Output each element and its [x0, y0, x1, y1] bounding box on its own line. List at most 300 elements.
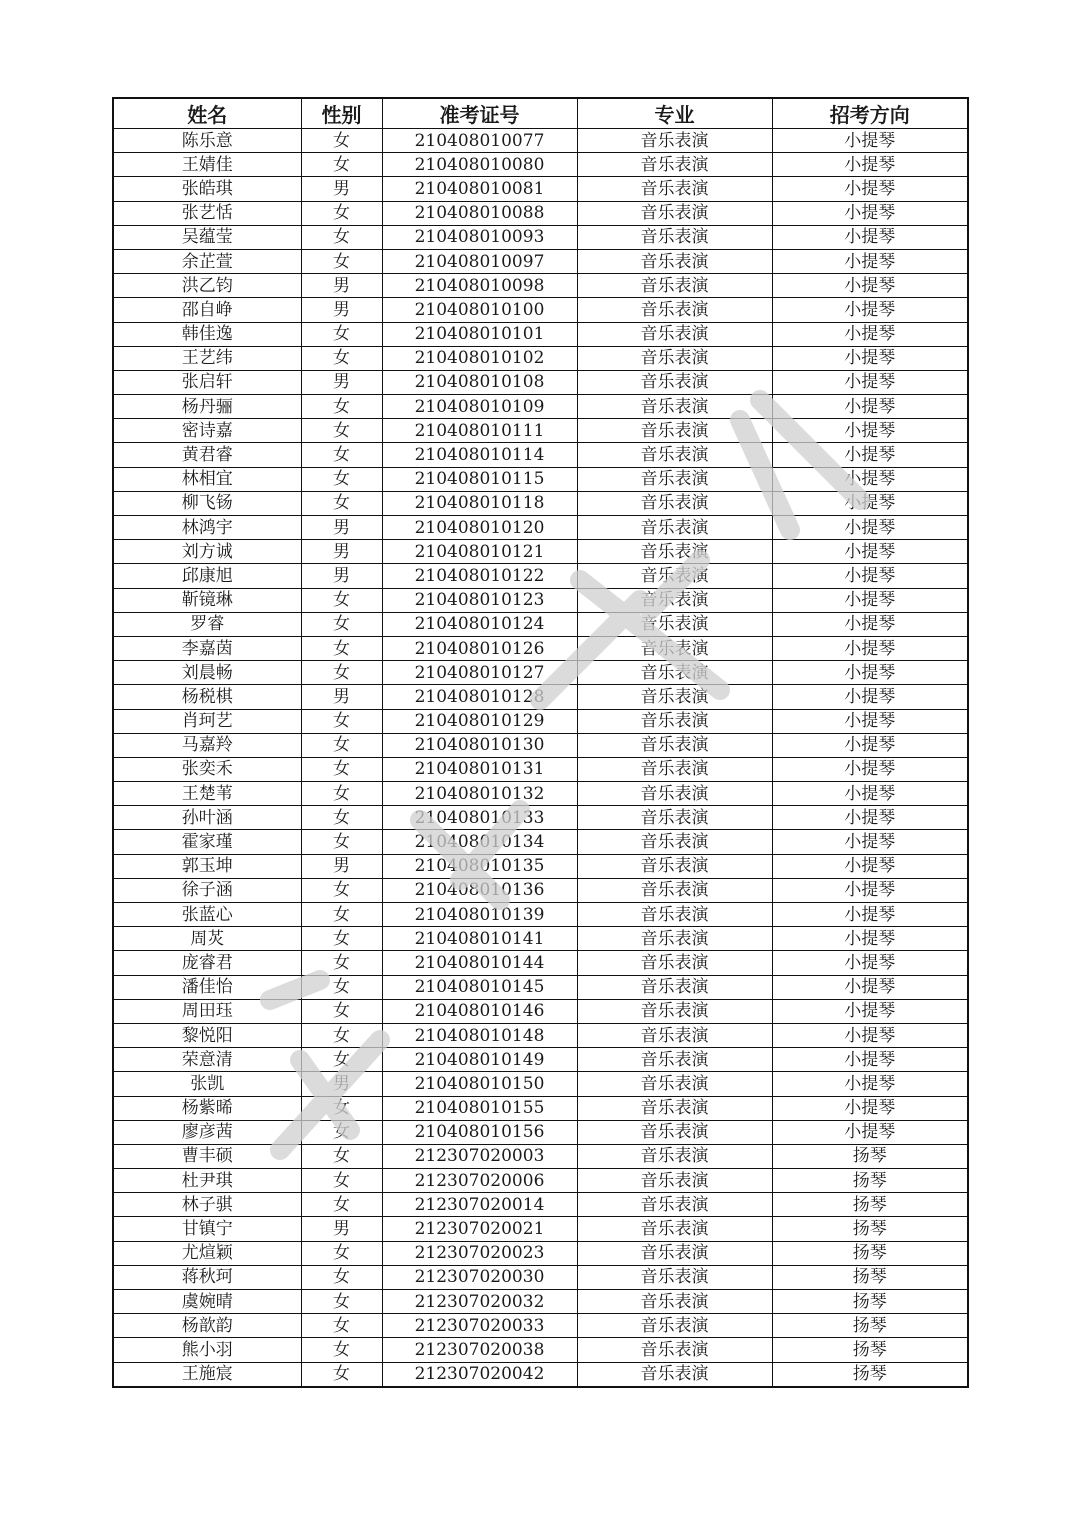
cell-name: 王楚苇: [113, 782, 301, 806]
cell-direction: 小提琴: [772, 298, 968, 322]
cell-exam-id: 210408010131: [382, 757, 577, 781]
cell-major: 音乐表演: [577, 878, 772, 902]
table-row: [113, 612, 968, 636]
table-row: [113, 1048, 968, 1072]
cell-gender: 女: [301, 1241, 382, 1265]
cell-exam-id: 212307020003: [382, 1144, 577, 1168]
cell-name: 张奕禾: [113, 757, 301, 781]
cell-exam-id: 210408010129: [382, 709, 577, 733]
cell-major: 音乐表演: [577, 491, 772, 515]
cell-name: 陈乐意: [113, 129, 301, 153]
cell-name: 张凯: [113, 1072, 301, 1096]
cell-name: 黎悦阳: [113, 1023, 301, 1047]
cell-direction: 小提琴: [772, 830, 968, 854]
table-row: [113, 636, 968, 660]
cell-exam-id: 210408010139: [382, 903, 577, 927]
cell-gender: 女: [301, 1096, 382, 1120]
cell-gender: 女: [301, 806, 382, 830]
cell-gender: 女: [301, 588, 382, 612]
table-row: [113, 1023, 968, 1047]
cell-major: 音乐表演: [577, 709, 772, 733]
cell-major: 音乐表演: [577, 1120, 772, 1144]
table-row: [113, 588, 968, 612]
cell-exam-id: 210408010121: [382, 540, 577, 564]
table-row: [113, 153, 968, 177]
cell-exam-id: 210408010080: [382, 153, 577, 177]
cell-major: 音乐表演: [577, 540, 772, 564]
cell-direction: 小提琴: [772, 854, 968, 878]
cell-name: 林子骐: [113, 1193, 301, 1217]
header-row: [113, 98, 968, 129]
cell-major: 音乐表演: [577, 1023, 772, 1047]
table-row: [113, 201, 968, 225]
table-header: [113, 98, 968, 129]
cell-name: 甘镇宁: [113, 1217, 301, 1241]
cell-major: 音乐表演: [577, 201, 772, 225]
cell-direction: 小提琴: [772, 733, 968, 757]
cell-major: 音乐表演: [577, 903, 772, 927]
table-row: [113, 1265, 968, 1289]
cell-major: 音乐表演: [577, 1193, 772, 1217]
cell-direction: 小提琴: [772, 491, 968, 515]
cell-major: 音乐表演: [577, 177, 772, 201]
table-row: [113, 443, 968, 467]
cell-exam-id: 210408010148: [382, 1023, 577, 1047]
cell-name: 潘佳怡: [113, 975, 301, 999]
cell-direction: 扬琴: [772, 1338, 968, 1362]
cell-gender: 女: [301, 1290, 382, 1314]
cell-exam-id: 210408010102: [382, 346, 577, 370]
table-row: [113, 395, 968, 419]
cell-exam-id: 212307020038: [382, 1338, 577, 1362]
cell-major: 音乐表演: [577, 225, 772, 249]
cell-exam-id: 212307020033: [382, 1314, 577, 1338]
cell-name: 张启轩: [113, 370, 301, 394]
cell-exam-id: 212307020032: [382, 1290, 577, 1314]
cell-major: 音乐表演: [577, 129, 772, 153]
cell-exam-id: 210408010150: [382, 1072, 577, 1096]
cell-exam-id: 210408010124: [382, 612, 577, 636]
cell-major: 音乐表演: [577, 733, 772, 757]
cell-gender: 女: [301, 1362, 382, 1387]
cell-exam-id: 210408010081: [382, 177, 577, 201]
cell-exam-id: 210408010141: [382, 927, 577, 951]
table-row: [113, 467, 968, 491]
table-row: [113, 685, 968, 709]
cell-major: 音乐表演: [577, 1072, 772, 1096]
cell-direction: 小提琴: [772, 177, 968, 201]
cell-major: 音乐表演: [577, 1314, 772, 1338]
table-row: [113, 564, 968, 588]
cell-direction: 小提琴: [772, 588, 968, 612]
cell-gender: 男: [301, 1217, 382, 1241]
cell-gender: 女: [301, 129, 382, 153]
cell-direction: 小提琴: [772, 540, 968, 564]
cell-gender: 女: [301, 201, 382, 225]
cell-major: 音乐表演: [577, 564, 772, 588]
cell-exam-id: 210408010097: [382, 249, 577, 273]
cell-exam-id: 210408010108: [382, 370, 577, 394]
cell-exam-id: 210408010134: [382, 830, 577, 854]
cell-name: 熊小羽: [113, 1338, 301, 1362]
table-row: [113, 516, 968, 540]
table-row: [113, 854, 968, 878]
cell-name: 杨紫晞: [113, 1096, 301, 1120]
cell-direction: 扬琴: [772, 1217, 968, 1241]
table-row: [113, 975, 968, 999]
cell-gender: 女: [301, 661, 382, 685]
cell-direction: 扬琴: [772, 1290, 968, 1314]
table-row: [113, 491, 968, 515]
cell-name: 王施宸: [113, 1362, 301, 1387]
cell-gender: 女: [301, 419, 382, 443]
table-row: [113, 927, 968, 951]
cell-major: 音乐表演: [577, 419, 772, 443]
cell-gender: 女: [301, 903, 382, 927]
cell-gender: 男: [301, 516, 382, 540]
cell-name: 林相宜: [113, 467, 301, 491]
table-row: [113, 903, 968, 927]
cell-name: 邱康旭: [113, 564, 301, 588]
cell-name: 荣意清: [113, 1048, 301, 1072]
table-row: [113, 661, 968, 685]
cell-name: 虞婉晴: [113, 1290, 301, 1314]
cell-gender: 女: [301, 1338, 382, 1362]
cell-direction: 小提琴: [772, 395, 968, 419]
cell-major: 音乐表演: [577, 516, 772, 540]
cell-major: 音乐表演: [577, 1169, 772, 1193]
cell-gender: 女: [301, 1144, 382, 1168]
cell-major: 音乐表演: [577, 588, 772, 612]
cell-major: 音乐表演: [577, 1096, 772, 1120]
cell-direction: 扬琴: [772, 1362, 968, 1387]
cell-gender: 女: [301, 1048, 382, 1072]
cell-major: 音乐表演: [577, 443, 772, 467]
cell-gender: 女: [301, 395, 382, 419]
cell-direction: 小提琴: [772, 709, 968, 733]
cell-direction: 小提琴: [772, 1023, 968, 1047]
cell-direction: 小提琴: [772, 419, 968, 443]
table-row: [113, 1338, 968, 1362]
cell-direction: 小提琴: [772, 1096, 968, 1120]
table-row: [113, 1362, 968, 1387]
cell-name: 杜尹琪: [113, 1169, 301, 1193]
cell-name: 曹丰硕: [113, 1144, 301, 1168]
cell-name: 柳飞钖: [113, 491, 301, 515]
cell-major: 音乐表演: [577, 927, 772, 951]
cell-name: 张蓝心: [113, 903, 301, 927]
cell-exam-id: 212307020030: [382, 1265, 577, 1289]
cell-gender: 女: [301, 322, 382, 346]
cell-gender: 男: [301, 370, 382, 394]
cell-exam-id: 210408010123: [382, 588, 577, 612]
cell-gender: 女: [301, 346, 382, 370]
cell-gender: 女: [301, 733, 382, 757]
cell-major: 音乐表演: [577, 1217, 772, 1241]
cell-direction: 小提琴: [772, 322, 968, 346]
cell-gender: 男: [301, 177, 382, 201]
cell-exam-id: 212307020021: [382, 1217, 577, 1241]
header-exam-id: 准考证号: [382, 98, 577, 129]
cell-name: 邵自峥: [113, 298, 301, 322]
table-row: [113, 951, 968, 975]
table-row: [113, 274, 968, 298]
cell-major: 音乐表演: [577, 467, 772, 491]
cell-gender: 女: [301, 491, 382, 515]
table-row: [113, 878, 968, 902]
cell-exam-id: 212307020023: [382, 1241, 577, 1265]
table-row: [113, 1217, 968, 1241]
cell-name: 杨歆韵: [113, 1314, 301, 1338]
cell-gender: 女: [301, 1314, 382, 1338]
cell-major: 音乐表演: [577, 249, 772, 273]
cell-exam-id: 210408010101: [382, 322, 577, 346]
cell-gender: 女: [301, 1120, 382, 1144]
cell-name: 王婧佳: [113, 153, 301, 177]
cell-exam-id: 212307020006: [382, 1169, 577, 1193]
cell-gender: 女: [301, 999, 382, 1023]
cell-name: 罗睿: [113, 612, 301, 636]
cell-gender: 女: [301, 709, 382, 733]
cell-gender: 女: [301, 467, 382, 491]
cell-direction: 小提琴: [772, 249, 968, 273]
cell-direction: 扬琴: [772, 1265, 968, 1289]
cell-gender: 女: [301, 1169, 382, 1193]
cell-major: 音乐表演: [577, 370, 772, 394]
cell-major: 音乐表演: [577, 1241, 772, 1265]
table-row: [113, 419, 968, 443]
cell-major: 音乐表演: [577, 1290, 772, 1314]
cell-name: 刘晨畅: [113, 661, 301, 685]
table-row: [113, 322, 968, 346]
cell-exam-id: 210408010145: [382, 975, 577, 999]
table-row: [113, 1169, 968, 1193]
cell-direction: 小提琴: [772, 370, 968, 394]
cell-gender: 男: [301, 540, 382, 564]
cell-direction: 小提琴: [772, 1120, 968, 1144]
cell-gender: 女: [301, 636, 382, 660]
cell-name: 廖彦茜: [113, 1120, 301, 1144]
cell-major: 音乐表演: [577, 346, 772, 370]
cell-direction: 小提琴: [772, 1048, 968, 1072]
table-row: [113, 1290, 968, 1314]
cell-exam-id: 210408010098: [382, 274, 577, 298]
table-row: [113, 370, 968, 394]
cell-exam-id: 210408010115: [382, 467, 577, 491]
cell-direction: 小提琴: [772, 757, 968, 781]
admission-list-table: [112, 97, 969, 1388]
table-row: [113, 1314, 968, 1338]
cell-name: 黄君睿: [113, 443, 301, 467]
cell-exam-id: 210408010135: [382, 854, 577, 878]
cell-name: 刘方诚: [113, 540, 301, 564]
cell-direction: 小提琴: [772, 951, 968, 975]
cell-exam-id: 210408010100: [382, 298, 577, 322]
cell-gender: 女: [301, 782, 382, 806]
cell-gender: 女: [301, 927, 382, 951]
cell-exam-id: 210408010128: [382, 685, 577, 709]
cell-direction: 扬琴: [772, 1169, 968, 1193]
cell-name: 马嘉羚: [113, 733, 301, 757]
cell-gender: 女: [301, 225, 382, 249]
cell-direction: 小提琴: [772, 806, 968, 830]
table-row: [113, 733, 968, 757]
cell-direction: 扬琴: [772, 1314, 968, 1338]
cell-gender: 男: [301, 298, 382, 322]
cell-name: 周炗: [113, 927, 301, 951]
cell-direction: 小提琴: [772, 685, 968, 709]
cell-exam-id: 210408010132: [382, 782, 577, 806]
cell-gender: 女: [301, 249, 382, 273]
table-row: [113, 806, 968, 830]
table-row: [113, 757, 968, 781]
cell-gender: 女: [301, 443, 382, 467]
cell-name: 孙叶涵: [113, 806, 301, 830]
cell-major: 音乐表演: [577, 1265, 772, 1289]
table-row: [113, 177, 968, 201]
cell-name: 张皓琪: [113, 177, 301, 201]
cell-name: 洪乙钧: [113, 274, 301, 298]
cell-major: 音乐表演: [577, 975, 772, 999]
cell-name: 尤煊颖: [113, 1241, 301, 1265]
table-row: [113, 225, 968, 249]
cell-major: 音乐表演: [577, 661, 772, 685]
cell-name: 韩佳逸: [113, 322, 301, 346]
cell-name: 余芷萱: [113, 249, 301, 273]
cell-exam-id: 210408010136: [382, 878, 577, 902]
header-name: 姓名: [113, 98, 301, 129]
cell-exam-id: 210408010130: [382, 733, 577, 757]
cell-direction: 小提琴: [772, 225, 968, 249]
cell-name: 密诗嘉: [113, 419, 301, 443]
cell-direction: 小提琴: [772, 661, 968, 685]
table-row: [113, 1072, 968, 1096]
cell-direction: 扬琴: [772, 1241, 968, 1265]
cell-name: 徐子涵: [113, 878, 301, 902]
cell-direction: 小提琴: [772, 346, 968, 370]
cell-major: 音乐表演: [577, 1144, 772, 1168]
table-row: [113, 1144, 968, 1168]
cell-name: 王艺纬: [113, 346, 301, 370]
cell-direction: 小提琴: [772, 975, 968, 999]
cell-gender: 女: [301, 951, 382, 975]
cell-major: 音乐表演: [577, 806, 772, 830]
cell-direction: 小提琴: [772, 443, 968, 467]
cell-exam-id: 210408010133: [382, 806, 577, 830]
cell-exam-id: 210408010127: [382, 661, 577, 685]
table-row: [113, 999, 968, 1023]
cell-name: 林鸿宇: [113, 516, 301, 540]
cell-major: 音乐表演: [577, 636, 772, 660]
cell-major: 音乐表演: [577, 1362, 772, 1387]
cell-major: 音乐表演: [577, 854, 772, 878]
cell-name: 张艺恬: [113, 201, 301, 225]
cell-direction: 扬琴: [772, 1144, 968, 1168]
table-row: [113, 1096, 968, 1120]
cell-gender: 女: [301, 757, 382, 781]
table-row: [113, 830, 968, 854]
cell-exam-id: 210408010122: [382, 564, 577, 588]
header-major: 专业: [577, 98, 772, 129]
cell-major: 音乐表演: [577, 951, 772, 975]
cell-exam-id: 210408010149: [382, 1048, 577, 1072]
header-direction: 招考方向: [772, 98, 968, 129]
cell-gender: 男: [301, 1072, 382, 1096]
table-body: [113, 129, 968, 1387]
cell-gender: 女: [301, 830, 382, 854]
cell-direction: 小提琴: [772, 467, 968, 491]
cell-gender: 女: [301, 1193, 382, 1217]
cell-direction: 小提琴: [772, 129, 968, 153]
cell-major: 音乐表演: [577, 395, 772, 419]
cell-exam-id: 210408010114: [382, 443, 577, 467]
table-row: [113, 1241, 968, 1265]
cell-direction: 小提琴: [772, 201, 968, 225]
cell-direction: 小提琴: [772, 1072, 968, 1096]
cell-major: 音乐表演: [577, 298, 772, 322]
cell-gender: 女: [301, 975, 382, 999]
table-row: [113, 1193, 968, 1217]
cell-major: 音乐表演: [577, 322, 772, 346]
cell-gender: 男: [301, 854, 382, 878]
cell-exam-id: 210408010126: [382, 636, 577, 660]
table-row: [113, 782, 968, 806]
table-row: [113, 346, 968, 370]
cell-direction: 小提琴: [772, 927, 968, 951]
cell-major: 音乐表演: [577, 153, 772, 177]
header-gender: 性别: [301, 98, 382, 129]
cell-major: 音乐表演: [577, 274, 772, 298]
cell-direction: 小提琴: [772, 903, 968, 927]
cell-exam-id: 210408010144: [382, 951, 577, 975]
cell-exam-id: 210408010088: [382, 201, 577, 225]
cell-exam-id: 210408010120: [382, 516, 577, 540]
cell-exam-id: 212307020014: [382, 1193, 577, 1217]
table-row: [113, 1120, 968, 1144]
cell-direction: 小提琴: [772, 274, 968, 298]
cell-major: 音乐表演: [577, 685, 772, 709]
table-row: [113, 540, 968, 564]
cell-exam-id: 210408010156: [382, 1120, 577, 1144]
cell-major: 音乐表演: [577, 612, 772, 636]
cell-name: 庞睿君: [113, 951, 301, 975]
cell-exam-id: 212307020042: [382, 1362, 577, 1387]
cell-direction: 小提琴: [772, 878, 968, 902]
cell-direction: 小提琴: [772, 782, 968, 806]
cell-gender: 男: [301, 685, 382, 709]
cell-major: 音乐表演: [577, 1338, 772, 1362]
cell-name: 肖珂艺: [113, 709, 301, 733]
cell-name: 蒋秋珂: [113, 1265, 301, 1289]
table-row: [113, 249, 968, 273]
cell-exam-id: 210408010155: [382, 1096, 577, 1120]
cell-direction: 小提琴: [772, 153, 968, 177]
cell-name: 周田珏: [113, 999, 301, 1023]
cell-gender: 男: [301, 274, 382, 298]
cell-direction: 小提琴: [772, 999, 968, 1023]
cell-major: 音乐表演: [577, 782, 772, 806]
cell-major: 音乐表演: [577, 999, 772, 1023]
cell-name: 杨税棋: [113, 685, 301, 709]
cell-gender: 女: [301, 878, 382, 902]
cell-direction: 小提琴: [772, 612, 968, 636]
cell-exam-id: 210408010093: [382, 225, 577, 249]
cell-name: 杨丹骊: [113, 395, 301, 419]
cell-major: 音乐表演: [577, 757, 772, 781]
cell-exam-id: 210408010109: [382, 395, 577, 419]
table-row: [113, 709, 968, 733]
cell-major: 音乐表演: [577, 1048, 772, 1072]
